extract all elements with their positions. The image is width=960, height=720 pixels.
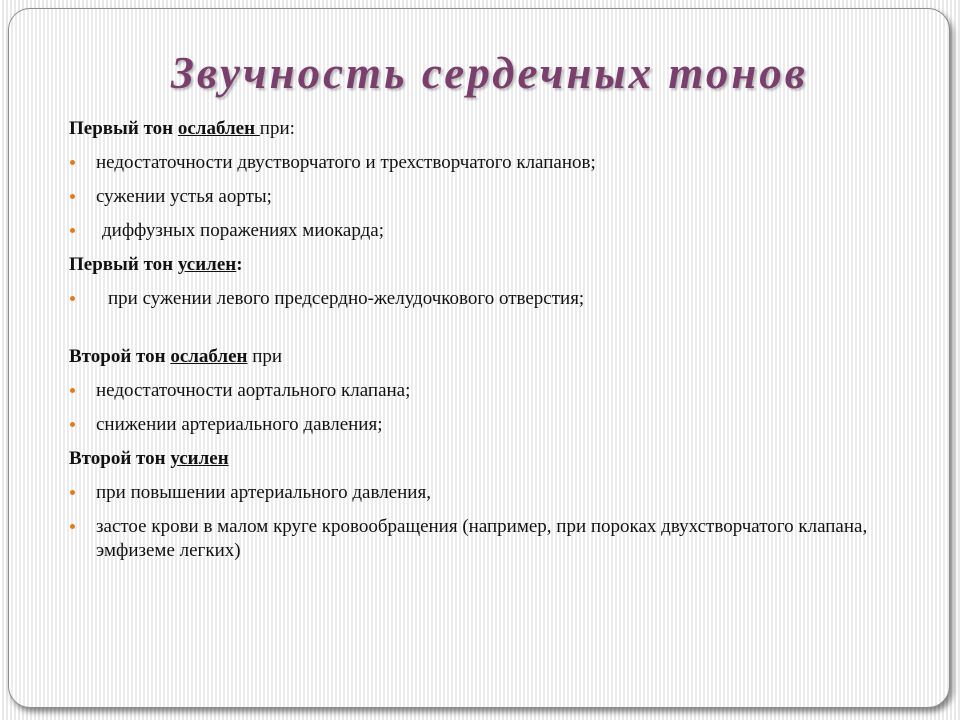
heading-prefix: Первый тон xyxy=(69,254,178,275)
bullet-dot-icon xyxy=(70,194,75,199)
bullet-dot-icon xyxy=(70,388,75,393)
list-item xyxy=(69,219,889,243)
section-heading-first-weak xyxy=(69,117,889,141)
section-heading-second-weak xyxy=(69,345,889,369)
heading-keyword: ослаблен xyxy=(170,346,248,367)
heading-suffix: при: xyxy=(259,118,295,139)
list-item xyxy=(69,481,889,505)
slide-content xyxy=(69,117,889,573)
list-item xyxy=(69,413,889,437)
heading-keyword: усилен xyxy=(177,254,237,275)
list-item-text: при повышении артериального давления, xyxy=(96,482,431,503)
bullet-dot-icon xyxy=(70,160,75,165)
list-item-text: диффузных поражениях миокарда; xyxy=(102,220,384,241)
heading-prefix: Второй тон xyxy=(69,448,171,469)
bullet-dot-icon xyxy=(70,228,75,233)
bullet-dot-icon xyxy=(70,490,75,495)
list-item xyxy=(69,287,889,311)
heading-prefix: Первый тон xyxy=(69,118,178,139)
heading-suffix: при xyxy=(247,346,283,367)
list-item xyxy=(69,379,889,403)
list-item-text: недостаточности двустворчатого и трехстворчатого клапанов; xyxy=(96,152,596,173)
slide-title: Звучность сердечных тонов xyxy=(171,48,808,98)
list-item-text: снижении артериального давления; xyxy=(96,414,383,435)
list-item-text: сужении устья аорты; xyxy=(96,186,272,207)
list-item xyxy=(69,515,889,563)
bullet-dot-icon xyxy=(70,422,75,427)
list-item-text: недостаточности аортального клапана; xyxy=(96,380,411,401)
list-item xyxy=(69,151,889,175)
heading-keyword: усилен xyxy=(170,448,229,469)
list-item-text: застое крови в малом круге кровообращения (например, при пороках двухстворчатого клапана, эмфиземе легких) xyxy=(96,516,868,561)
spacer xyxy=(69,321,889,345)
section-heading-second-strong xyxy=(69,447,889,471)
slide-frame xyxy=(8,8,950,708)
heading-keyword: ослаблен xyxy=(177,118,260,139)
heading-prefix: Второй тон xyxy=(69,346,171,367)
heading-suffix: : xyxy=(236,254,243,275)
section-heading-first-strong xyxy=(69,253,889,277)
list-item xyxy=(69,185,889,209)
bullet-dot-icon xyxy=(70,296,75,301)
list-item-text: при сужении левого предсердно-желудочкового отверстия; xyxy=(108,288,585,309)
bullet-dot-icon xyxy=(70,524,75,529)
